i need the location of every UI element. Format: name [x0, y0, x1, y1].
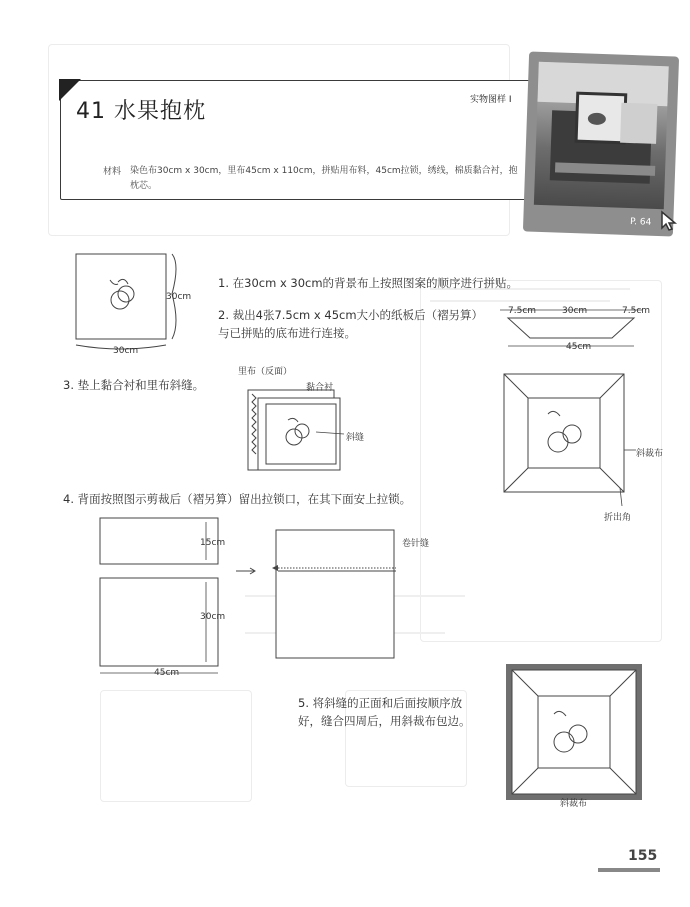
photo-image — [534, 62, 669, 209]
photo-caption: 实物图样 I — [470, 95, 512, 105]
dim-label: 45cm — [154, 668, 180, 678]
interfacing-label: 黏合衬 — [306, 383, 334, 393]
materials-text: 染色布30cm x 30cm，里布45cm x 110cm，拼贴用布料，45cm拉锁，绣线，棉质黏合衬，抱枕芯。 — [130, 166, 518, 191]
page-number: 155 — [628, 848, 658, 864]
step-5: 5. 将斜缝的正面和后面按顺序放好，缝合四周后，用斜裁布包边。 — [298, 696, 471, 728]
step-4: 4. 背面按照图示剪裁后（褶另算）留出拉锁口，在其下面安上拉锁。 — [63, 492, 412, 506]
materials-label: 材料 — [103, 167, 122, 177]
page-title: 41 水果抱枕 — [76, 99, 206, 124]
arrow-right-icon — [234, 566, 258, 576]
cursor-arrow-icon — [660, 210, 678, 232]
diagram-base-square — [70, 250, 190, 360]
lining-label: 里布（反面） — [238, 367, 293, 377]
dim-label: 45cm — [566, 342, 592, 352]
diagram-framed-square — [500, 370, 680, 510]
zigzag-stitch-label: 卷针缝 — [402, 539, 430, 549]
dim-label: 15cm — [200, 538, 226, 548]
photo-illustration — [534, 62, 669, 209]
step-3: 3. 垫上黏合衬和里布斜缝。 — [63, 378, 205, 392]
ghost-block — [100, 690, 252, 802]
step-1: 1. 在30cm x 30cm的背景布上按照图案的顺序进行拼贴。 — [218, 276, 519, 290]
diagram-final-pillow — [500, 658, 650, 808]
diagram-back-with-zipper — [268, 528, 408, 660]
dim-label: 30cm — [562, 306, 588, 316]
page-number-bar — [598, 868, 660, 872]
mitered-corner-label: 折出角 — [604, 513, 632, 523]
page-reference: P. 64 — [629, 217, 652, 228]
dim-label: 30cm — [113, 346, 139, 356]
quilting-label: 斜缝 — [346, 433, 365, 443]
bias-strip-label: 斜裁布 — [636, 449, 664, 459]
dim-label: 30cm — [166, 292, 192, 302]
dim-label: 7.5cm — [508, 306, 537, 316]
dim-label: 30cm — [200, 612, 226, 622]
dim-label: 7.5cm — [622, 306, 651, 316]
step-2: 2. 裁出4张7.5cm x 45cm大小的纸板后（褶另算）与已拼贴的底布进行连接。 — [218, 308, 478, 340]
product-photo — [523, 51, 679, 236]
bias-strip-label-2: 斜裁布 — [560, 799, 588, 809]
